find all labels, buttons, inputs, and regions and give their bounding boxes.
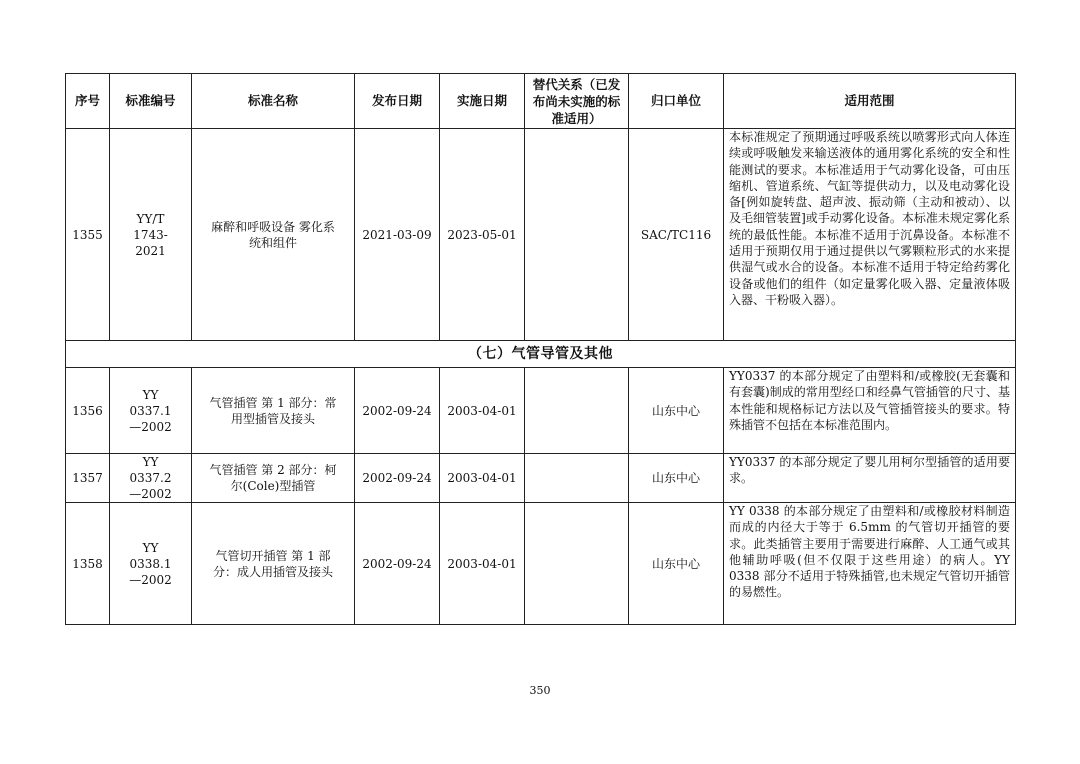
row-unit: 山东中心: [629, 368, 724, 454]
row-name: 气管插管 第 1 部分：常用型插管及接头: [192, 368, 355, 454]
row-code: YY 0337.2—2002: [110, 454, 192, 503]
row-unit: SAC/TC116: [629, 129, 724, 341]
row-name: 气管切开插管 第 1 部分：成人用插管及接头: [192, 503, 355, 625]
header-publish-date: 发布日期: [355, 74, 440, 129]
row-replace: [525, 503, 629, 625]
page-number: 350: [529, 684, 551, 697]
row-name: 麻醉和呼吸设备 雾化系统和组件: [192, 129, 355, 341]
row-scope: YY 0338 的本部分规定了由塑料和/或橡胶材料制造而成的内径大于等于 6.5mm 的气管切开插管的要求。此类插管主要用于需要进行麻醉、人工通气或其他辅助呼吸(但不仅限于这些用途）的病人。YY 0338 部分不适用于特殊插管,也未规定气管切开插管的易燃性。: [724, 503, 1016, 625]
row-implement-date: 2003-04-01: [440, 454, 525, 503]
row-scope: 本标准规定了预期通过呼吸系统以喷雾形式向人体连续或呼吸触发来输送液体的通用雾化系统的安全和性能测试的要求。本标准适用于气动雾化设备，可由压缩机、管道系统、气缸等提供动力，以及电动雾化设备[例如旋转盘、超声波、振动筛（主动和被动）、以及毛细管装置]或手动雾化设备。本标准未规定雾化系统的最低性能。本标准不适用于沉鼻设备。本标准不适用于预期仅用于通过提供以气雾颗粒形式的水来提供湿气或水合的设备。本标准不适用于特定给药雾化设备或他们的组件（如定量雾化吸入器、定量液体吸入器、干粉吸入器）。: [724, 129, 1016, 341]
row-replace: [525, 454, 629, 503]
table-row: [66, 454, 1016, 503]
standards-table: [65, 73, 1016, 625]
row-no: 1355: [66, 129, 110, 341]
header-unit: 归口单位: [629, 74, 724, 129]
header-no: 序号: [66, 74, 110, 129]
table-header-row: [66, 74, 1016, 129]
row-publish-date: 2002-09-24: [355, 503, 440, 625]
row-unit: 山东中心: [629, 503, 724, 625]
row-no: 1356: [66, 368, 110, 454]
row-code: YY/T 1743-2021: [110, 129, 192, 341]
table-row: [66, 503, 1016, 625]
row-replace: [525, 129, 629, 341]
row-code: YY 0337.1—2002: [110, 368, 192, 454]
table-row: [66, 368, 1016, 454]
header-scope: 适用范围: [724, 74, 1016, 129]
table-row: [66, 129, 1016, 341]
section-title: （七）气管导管及其他: [66, 341, 1016, 368]
row-publish-date: 2002-09-24: [355, 454, 440, 503]
header-code: 标准编号: [110, 74, 192, 129]
section-row: [66, 341, 1016, 368]
row-scope: YY0337 的本部分规定了由塑料和/或橡胶(无套囊和有套囊)制成的常用型经口和经鼻气管插管的尺寸、基本性能和规格标记方法以及气管插管接头的要求。特殊插管不包括在本标准范围内。: [724, 368, 1016, 454]
row-implement-date: 2003-04-01: [440, 503, 525, 625]
header-name: 标准名称: [192, 74, 355, 129]
row-publish-date: 2021-03-09: [355, 129, 440, 341]
header-implement-date: 实施日期: [440, 74, 525, 129]
row-no: 1358: [66, 503, 110, 625]
row-publish-date: 2002-09-24: [355, 368, 440, 454]
row-implement-date: 2023-05-01: [440, 129, 525, 341]
row-implement-date: 2003-04-01: [440, 368, 525, 454]
row-no: 1357: [66, 454, 110, 503]
row-code: YY 0338.1—2002: [110, 503, 192, 625]
row-replace: [525, 368, 629, 454]
header-replace: 替代关系（已发布尚未实施的标准适用）: [525, 74, 629, 129]
row-name: 气管插管 第 2 部分：柯尔(Cole)型插管: [192, 454, 355, 503]
row-scope: YY0337 的本部分规定了婴儿用柯尔型插管的适用要求。: [724, 454, 1016, 503]
row-unit: 山东中心: [629, 454, 724, 503]
